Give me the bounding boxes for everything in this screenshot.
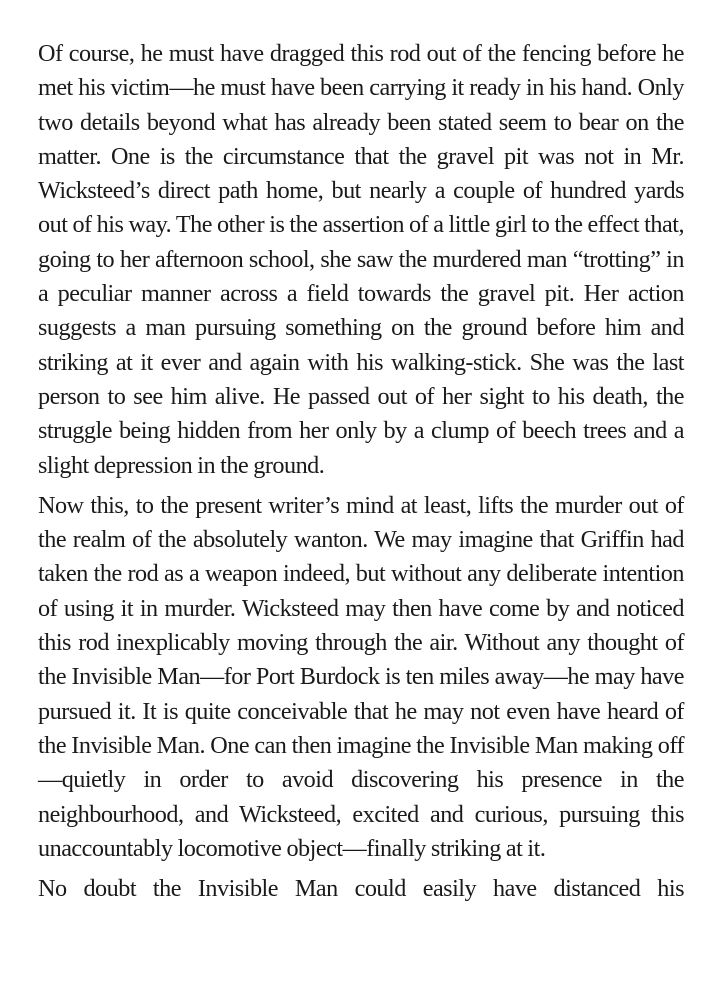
paragraph-2: Now this, to the present writer’s mind at least, lifts the murder out of the realm of the absolutely wanton. We may imagine that Griffin had taken the rod as a weapon indeed, but without any deliberate intention of using it in murder. Wicksteed may then have come by and noticed this rod inexplicably moving through the air. Without any thought of the Invisible Man—for Port Burdock is ten miles away—he may have pursued it. It is quite conceivable that he may not even have heard of the Invisible Man. One can then imagine the Invisible Man making off—quietly in order to avoid discovering his presence in the neighbourhood, and Wicksteed, excited and curious, pursuing this unaccountably locomotive object—finally striking at it. [38, 491, 684, 862]
paragraph-1: Of course, he must have dragged this rod out of the fencing before he met his victim—he must have been carrying it ready in his hand. Only two details beyond what has already been stated seem to bear on the matter. One is the circumstance that the gravel pit was not in Mr. Wicksteed’s direct path home, but nearly a couple of hundred yards out of his way. The other is the assertion of a little girl to the effect that, going to her afternoon school, she saw the murdered man “trotting” in a peculiar manner across a field towards the gravel pit. Her action suggests a man pursuing something on the ground before him and striking at it ever and again with his walking-stick. She was the last person to see him alive. He passed out of her sight to his death, the struggle being hidden from her only by a clump of beech trees and a slight depression in the ground. [38, 40, 684, 479]
book-page [38, 37, 684, 912]
paragraph-3: No doubt the Invisible Man could easily have distanced his [38, 875, 684, 903]
